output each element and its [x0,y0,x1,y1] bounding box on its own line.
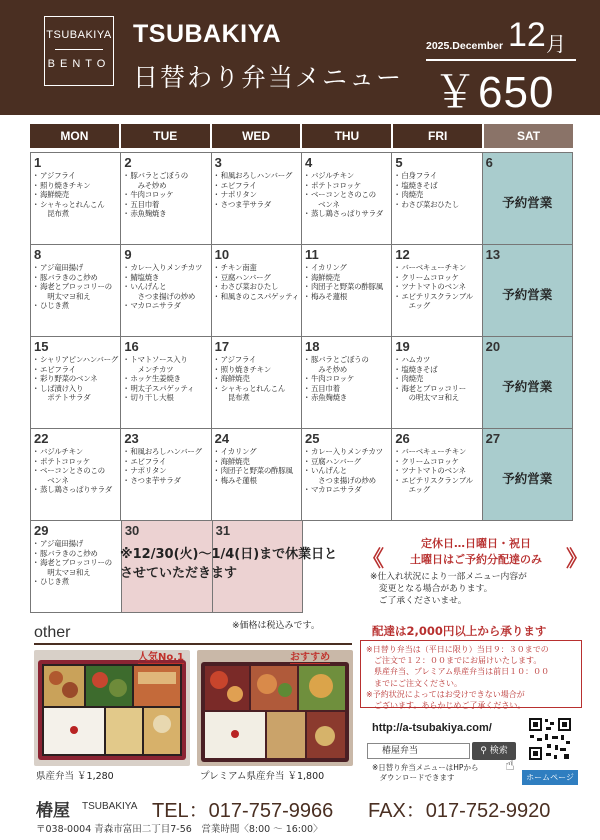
menu-item: ・ ツナトマトのベンネ [395,282,478,292]
menu-change-note [370,571,580,607]
menu-item: ・ エビフライ [34,365,117,375]
calendar-cell [302,153,392,245]
menu-list [305,447,388,495]
menu-item: ・ イカリング [215,447,298,457]
phone-number[interactable]: TEL：017-757-9966 [152,800,334,822]
reservation-only-label: 予約営業 [502,195,553,210]
calendar-cell [121,337,211,429]
menu-list [215,447,298,485]
day-number: 15 [34,339,49,354]
menu-list [124,171,207,219]
calendar-cell [392,337,482,429]
menu-item: ・ 肉焼売 [395,374,478,384]
menu-item: ・ 梅みそ蓮根 [305,292,388,302]
menu-item-continuation: 昆布煮 [40,209,69,219]
day-number: 5 [395,155,403,170]
calendar-cell-saturday [483,153,573,245]
day-number: 18 [304,339,320,354]
pointer-hand-icon: ☝ [505,755,515,774]
holiday-note-line1: ※12/30(火)～1/4(日)まで休業日と [120,547,338,562]
menu-item: ・ 豚バラきのこ炒め [34,549,118,559]
weekday-header: MON [30,124,119,148]
menu-item: ・ いんげんと [124,282,207,292]
website-url[interactable]: http://a-tsubakiya.com/ [372,722,492,734]
closed-days-text: 定休日…日曜日・祝日 [421,537,531,550]
logo-divider [55,49,103,50]
menu-item: ・ いんげんと [305,466,388,476]
day-number: 3 [214,155,222,170]
menu-item: ・ エビテリスクランブル [395,292,478,302]
menu-list [395,355,478,403]
menu-item: ・ シャリアピンハンバーグ [34,355,117,365]
menu-list [124,355,207,403]
menu-item-continuation: さつま揚げの炒め [130,291,196,301]
menu-item: ・ 海老とブロッコリーの [34,282,117,292]
logo-line2: BENTO [47,58,111,70]
menu-item-continuation: ベンネ [40,475,69,485]
menu-item: ・ 和風きのこスパゲッティ [215,292,298,302]
day-number: 26 [395,431,410,446]
menu-item-continuation: メンチカツ [130,364,174,374]
brand-name: TSUBAKIYA [133,20,282,48]
menu-list [215,263,298,301]
menu-item: ・ 牛肉コロッケ [305,374,388,384]
menu-item: ・ ベーコンとさのこの [305,190,388,200]
menu-item: ・ ひじき煮 [34,301,117,311]
calendar-week [31,245,573,337]
calendar-cell-saturday [483,245,573,337]
business-rules [362,536,588,572]
menu-list [395,447,478,495]
day-number: 1 [34,155,42,170]
menu-item-continuation: みそ炒め [130,180,167,190]
menu-list [395,171,478,209]
popular-tag-text: 人気No.1 [138,652,184,663]
recommended-tag-text: おすすめ [290,652,331,663]
menu-item: ・ ハムカツ [395,355,478,365]
menu-change-note-line: ご了承くださいませ。 [370,596,467,606]
menu-item: ・ ツナトマトのベンネ [395,466,478,476]
menu-item: ・ カレー入りメンチカツ [124,263,207,273]
menu-item: ・ アジフライ [215,355,298,365]
page-title: 日替わり弁当メニュー [133,63,404,92]
menu-list [34,171,117,219]
day-number: 25 [304,431,320,446]
menu-item: ・ 蒸し鶏さっぱりサラダ [305,209,388,219]
download-note-line: ※日替り弁当メニューはHPから [372,763,479,772]
menu-item: ・ 海老とブロッコリー [395,384,478,394]
menu-item: ・ クリームコロッケ [395,457,478,467]
menu-item: ・ ベーコンとさのこの [34,466,117,476]
footer-shop-name-en: TSUBAKIYA [82,801,138,812]
menu-item: ・ 肉団子と野菜の酢豚風 [215,466,298,476]
month-number: 12 [508,16,546,54]
fax-number: FAX：017-752-9920 [368,800,551,822]
order-note-line: 県産弁当、プレミアム県産弁当は前日１０：００ [366,667,550,677]
order-note-line: ※日替り弁当は（平日に限り）当日９：３０までの [366,645,549,654]
day-number: 24 [214,431,230,446]
menu-item: ・ 彩り野菜のベンネ [34,374,117,384]
menu-item: ・ 照り焼きチキン [215,365,298,375]
menu-item: ・ ひじき煮 [34,577,118,587]
order-note-line: までにご注文ください。 [366,678,462,688]
menu-list [124,447,207,485]
calendar-cell [31,429,121,521]
menu-item: ・ エビテリスクランブル [395,476,478,486]
menu-item: ・ イカリング [305,263,388,273]
address: 〒038-0004 青森市富田二丁目7-56 営業時間〈8:00 ～ 16:00〉 [36,824,323,835]
menu-item: ・ ポテトコロッケ [305,181,388,191]
calendar-cell [31,153,121,245]
download-note-line: ダウンロードできます [372,773,455,782]
day-number: 27 [485,431,501,446]
logo-line1: TSUBAKIYA [46,29,112,41]
reservation-only-label: 予約営業 [502,287,553,302]
menu-item: ・ アジフライ [34,171,117,181]
calendar-cell [31,521,122,613]
reservation-only-label: 予約営業 [502,471,553,486]
weekday-header: FRI [393,124,482,148]
menu-item: ・ 赤魚麹焼き [124,209,207,219]
holiday-note-line2: させていただきます [120,566,238,581]
menu-list [305,355,388,403]
search-icon: ⚲ [480,746,487,756]
order-note-line: ※予約状況によってはお受けできない場合が [366,689,525,699]
menu-item: ・ 海鮮焼売 [215,374,298,384]
day-number: 2 [124,155,132,170]
day-number: 16 [124,339,139,354]
menu-item: ・ 照り焼きチキン [34,181,117,191]
order-note-line: ございます。あらかじめご了承ください。 [366,701,526,711]
menu-item: ・ 海鮮焼売 [215,457,298,467]
menu-item-continuation: の明太マヨ和え [401,393,459,403]
day-number: 22 [34,431,49,446]
order-deadline-box [360,640,582,711]
price: ￥650 [433,68,555,117]
weekday-header: SAT [484,124,573,148]
menu-item: ・ バジルチキン [305,171,388,181]
calendar-cell [302,337,392,429]
calendar-cell [31,245,121,337]
saturday-rule-text: 土曜日はご予約分配達のみ [410,553,542,566]
menu-list [395,263,478,311]
menu-item: ・ 五目巾着 [305,384,388,394]
menu-item: ・ エビフライ [124,457,207,467]
bento-caption-premium: プレミアム県産弁当 ￥1,800 [200,771,325,782]
menu-item: ・ シャキっとれんこん [34,200,117,210]
menu-item-continuation: さつま揚げの炒め [310,475,376,485]
calendar-cell [212,153,302,245]
calendar-week [31,153,573,245]
menu-item: ・ マカロニサラダ [305,485,388,495]
menu-item: ・ さつま芋サラダ [124,476,207,486]
menu-list [305,263,388,301]
menu-item: ・ 明太子スパゲッティ [124,384,207,394]
other-divider [34,643,352,645]
menu-list [215,171,298,209]
calendar-cell [302,429,392,521]
menu-item-continuation: ベンネ [310,199,340,209]
calendar-cell [121,153,211,245]
day-number: 20 [485,339,501,354]
chevron-right-icon: 》 [565,547,588,572]
menu-item: ・ 豚バラとごぼうの [124,171,207,181]
menu-list [34,447,117,495]
popular-tag [138,648,184,663]
menu-item: ・ 和風おろしハンバーグ [124,447,207,457]
menu-item-continuation: エッグ [401,485,430,495]
delivery-minimum: 配達は2,000円以上から承ります [372,624,547,638]
menu-change-note-line: ※仕入れ状況により一部メニュー内容が [370,572,527,582]
holiday-note [120,545,360,583]
menu-item: ・ 五目巾着 [124,200,207,210]
day-number: 23 [124,431,139,446]
menu-item: ・ チキン南蛮 [215,263,298,273]
menu-item: ・ わさび菜おひたし [215,282,298,292]
menu-item: ・ ポテトコロッケ [34,457,117,467]
menu-item: ・ 塩焼きそば [395,365,478,375]
homepage-button[interactable]: ホームページ [522,770,578,785]
logo [44,16,114,86]
menu-item: ・ 鯖塩焼き [124,273,207,283]
menu-item: ・ シャキっとれんこん [215,384,298,394]
date-box [426,16,576,56]
chevron-left-icon: 《 [362,547,385,572]
day-number: 10 [214,247,230,262]
menu-change-note-line: 変更となる場合があります。 [370,584,493,594]
menu-item: ・ 豚バラとごぼうの [305,355,388,365]
menu-item: ・ 豚バラきのこ炒め [34,273,117,283]
day-number: 8 [34,247,42,262]
menu-item: ・ 豆腐ハンバーグ [305,457,388,467]
day-number: 6 [485,155,493,170]
menu-item: ・ バーベキューチキン [395,263,478,273]
calendar-cell [212,429,302,521]
calendar-cell-saturday [483,337,573,429]
day-number: 13 [485,247,501,262]
menu-item: ・ 蒸し鶏さっぱりサラダ [34,485,117,495]
menu-item: ・ 和風おろしハンバーグ [215,171,298,181]
calendar-cell [392,153,482,245]
other-section-label: other [34,624,71,641]
menu-list [34,539,118,587]
menu-item: ・ エビフライ [215,181,298,191]
day-number: 19 [395,339,410,354]
menu-item: ・ 肉団子と野菜の酢豚風 [305,282,388,292]
weekday-header-row [30,124,573,148]
weekday-header: WED [212,124,301,148]
day-number: 11 [304,247,319,262]
weekday-header: THU [302,124,391,148]
menu-item: ・ 海老とブロッコリーの [34,558,118,568]
bento-caption-kensan: 県産弁当 ￥1,280 [36,771,114,782]
calendar-cell [31,337,121,429]
day-number: 9 [124,247,132,262]
calendar-cell-saturday [483,429,573,521]
download-note [372,763,478,783]
menu-item: ・ マカロニサラダ [124,301,207,311]
calendar-week [31,337,573,429]
search-input[interactable]: 椿屋弁当 [367,743,470,759]
reservation-only-label: 予約営業 [502,379,553,394]
calendar-cell [392,429,482,521]
order-note-line: ご注文で１２：００までにお届けいたします。 [366,656,542,666]
menu-item-continuation: エッグ [401,301,430,311]
menu-list [34,263,117,311]
weekday-header: TUE [121,124,210,148]
menu-item-continuation: 明太マヨ和え [40,567,91,577]
menu-item: ・ ホッケ生姜焼き [124,374,207,384]
menu-item: ・ カレー入りメンチカツ [305,447,388,457]
qr-code-icon[interactable] [528,717,572,761]
calendar-cell [212,245,302,337]
menu-list [34,355,117,403]
menu-item: ・ ナポリタン [215,190,298,200]
menu-item: ・ 白身フライ [395,171,478,181]
calendar-cell [121,429,211,521]
menu-item: ・ 豆腐ハンバーグ [215,273,298,283]
menu-item: ・ アジ竜田揚げ [34,263,117,273]
day-number: 31 [215,523,231,538]
day-number: 12 [395,247,410,262]
calendar-cell [212,337,302,429]
menu-list [124,263,207,311]
menu-item: ・ しば漬け入り [34,384,117,394]
footer-shop-name: 椿屋 [36,801,70,821]
menu-item-continuation: 明太マヨ和え [40,291,91,301]
menu-item: ・ さつま芋サラダ [215,200,298,210]
menu-item: ・ 海鮮焼売 [34,190,117,200]
calendar-week [31,429,573,521]
menu-item: ・ トマトソース入り [124,355,207,365]
date-label: 2025.December [426,40,504,52]
day-number: 4 [304,155,313,170]
menu-item-continuation: みそ炒め [310,364,347,374]
menu-item: ・ 海鮮焼売 [305,273,388,283]
menu-item: ・ バジルチキン [34,447,117,457]
menu-item: ・ わさび菜おひたし [395,200,478,210]
menu-list [215,355,298,403]
recommended-tag [290,648,330,663]
menu-item-continuation: ポテトサラダ [40,393,91,403]
day-number: 30 [124,523,140,538]
calendar-cell [302,245,392,337]
header-banner [0,0,600,115]
calendar-cell [121,245,211,337]
day-number: 17 [214,339,230,354]
menu-item: ・ バーベキューチキン [395,447,478,457]
tax-note: ※価格は税込みです。 [232,621,320,631]
search-button-label: 検索 [489,746,508,756]
calendar-cell [392,245,482,337]
menu-item: ・ ナポリタン [124,466,207,476]
bento-photo-kensan [34,650,190,766]
day-number: 29 [34,523,49,538]
menu-item: ・ 牛肉コロッケ [124,190,207,200]
menu-item: ・ アジ竜田揚げ [34,539,118,549]
menu-item: ・ 肉焼売 [395,190,478,200]
menu-item: ・ 梅みそ蓮根 [215,476,298,486]
month-kanji: 月 [546,32,566,56]
menu-item: ・ 塩焼きそば [395,181,478,191]
menu-list [305,171,388,219]
menu-item-continuation: 昆布煮 [220,393,250,403]
menu-item: ・ 赤魚麹焼き [305,393,388,403]
menu-item: ・ クリームコロッケ [395,273,478,283]
menu-item: ・ 切り干し大根 [124,393,207,403]
bento-photo-premium [197,650,353,766]
